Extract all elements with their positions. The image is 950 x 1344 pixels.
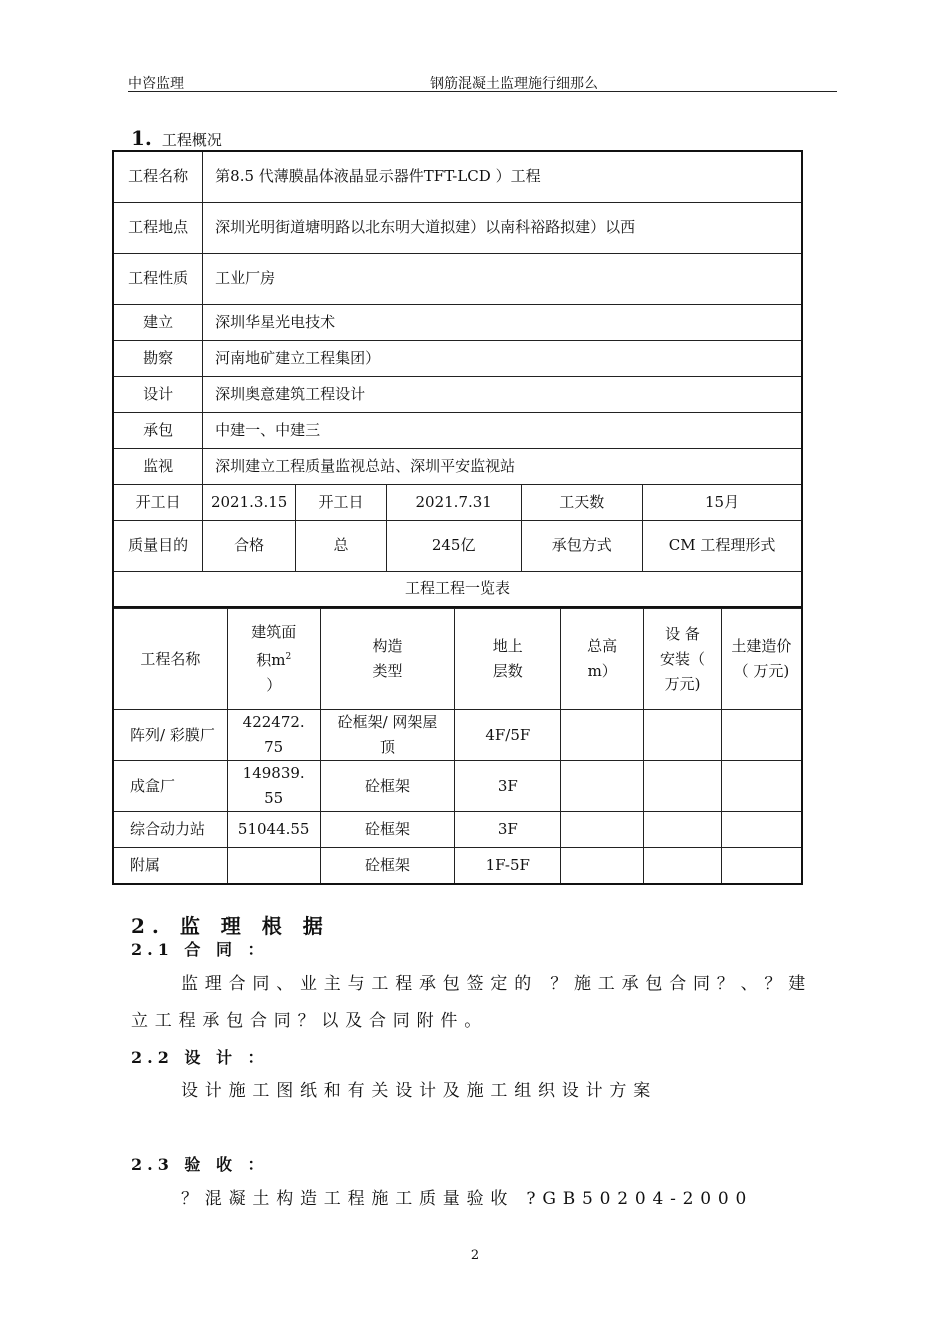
row-area: 149839.55 [227, 761, 320, 812]
section2-2-heading: 2.2 设 计 ： [131, 1048, 269, 1067]
total-value: 245亿 [386, 520, 521, 571]
section1-number: 1. [131, 126, 152, 150]
duration-label: 工天数 [521, 484, 643, 520]
row-floors: 3F [455, 761, 561, 812]
overview-value: 深圳建立工程质量监视总站、深圳平安监视站 [203, 448, 802, 484]
overview-value: 深圳奥意建筑工程设计 [203, 376, 802, 412]
row-floors: 1F-5F [455, 848, 561, 884]
col-header-floors: 地上层数 [455, 609, 561, 710]
section1-title: 工程概况 [161, 131, 222, 149]
overview-label: 工程地点 [113, 202, 203, 253]
overview-value: 第8.5 代薄膜晶体液晶显示器件TFT-LCD ）工程 [203, 151, 802, 202]
header-rule [128, 91, 837, 92]
overview-label: 监视 [113, 448, 203, 484]
section2-3-heading: 2.3 验 收 ： [131, 1155, 269, 1174]
contract-mode-label: 承包方式 [521, 520, 643, 571]
col-header-area-sup: 2 [285, 652, 292, 662]
row-name: 附属 [113, 848, 227, 884]
overview-label: 工程名称 [113, 151, 203, 202]
section2-2-text: 设计施工图纸和有关设计及施工组织设计方案 [181, 1081, 657, 1101]
row-equipment [644, 710, 722, 761]
overview-label: 建立 [113, 304, 203, 340]
row-structure: 砼框架/ 网架屋顶 [320, 710, 455, 761]
row-equipment [644, 848, 722, 884]
row-name: 阵列/ 彩膜厂 [113, 710, 227, 761]
overview-label: 设计 [113, 376, 203, 412]
row-height [561, 761, 644, 812]
row-structure: 砼框架 [320, 848, 455, 884]
col-header-area [227, 609, 320, 710]
end-date-value: 2021.7.31 [386, 484, 521, 520]
row-name: 综合动力站 [113, 812, 227, 848]
row-floors: 4F/5F [455, 710, 561, 761]
page-number: 2 [470, 1248, 480, 1263]
section2-1-text: 监理合同、业主与工程承包签定的 ？施工承包合同？、？建立工程承包合同？以及合同附件。 [131, 974, 813, 1031]
row-area: 422472.75 [227, 710, 320, 761]
row-height [561, 848, 644, 884]
project-list-title: 工程工程一览表 [113, 571, 802, 607]
section2-3-text: ？混凝土构造工程施工质量验收 ?GB50204-2000 [181, 1189, 754, 1209]
quality-value: 合格 [203, 520, 296, 571]
row-floors: 3F [455, 812, 561, 848]
overview-label: 承包 [113, 412, 203, 448]
row-civil [721, 812, 802, 848]
duration-value: 15月 [643, 484, 802, 520]
row-area [227, 848, 320, 884]
row-name: 成盒厂 [113, 761, 227, 812]
section2-heading: 2. 监 理 根 据 [131, 914, 330, 938]
row-equipment [644, 812, 722, 848]
start-date-label: 开工日 [113, 484, 203, 520]
quality-label: 质量目的 [113, 520, 203, 571]
row-civil [721, 848, 802, 884]
row-height [561, 710, 644, 761]
overview-table [112, 150, 803, 608]
col-header-equipment: 设 备安装（ 万元) [644, 609, 722, 710]
col-header-area-close: ） [266, 676, 282, 694]
header-center: 钢筋混凝土监理施行细那么 [430, 76, 598, 92]
overview-label: 勘察 [113, 340, 203, 376]
overview-value: 工业厂房 [203, 253, 802, 304]
start-date-value: 2021.3.15 [203, 484, 296, 520]
col-header-civil: 土建造价（ 万元) [721, 609, 802, 710]
overview-value: 深圳光明街道塘明路以北东明大道拟建）以南科裕路拟建）以西 [203, 202, 802, 253]
col-header-name: 工程名称 [113, 609, 227, 710]
col-header-structure: 构造类型 [320, 609, 455, 710]
row-area: 51044.55 [227, 812, 320, 848]
section1-heading [131, 126, 222, 150]
col-header-area-text: 建筑面积m [251, 623, 297, 669]
row-civil [721, 761, 802, 812]
row-structure: 砼框架 [320, 812, 455, 848]
end-date-label: 开工日 [296, 484, 387, 520]
overview-label: 工程性质 [113, 253, 203, 304]
overview-value: 中建一、中建三 [203, 412, 802, 448]
section2-1-heading: 2.1 合 同 ： [131, 940, 269, 959]
overview-value: 深圳华星光电技术 [203, 304, 802, 340]
project-table [112, 608, 803, 885]
total-label: 总 [296, 520, 387, 571]
row-structure: 砼框架 [320, 761, 455, 812]
col-header-height: 总高m） [561, 609, 644, 710]
row-equipment [644, 761, 722, 812]
contract-mode-value: CM 工程理形式 [643, 520, 802, 571]
row-civil [721, 710, 802, 761]
overview-value: 河南地矿建立工程集团） [203, 340, 802, 376]
row-height [561, 812, 644, 848]
header-left: 中咨监理 [128, 76, 184, 92]
